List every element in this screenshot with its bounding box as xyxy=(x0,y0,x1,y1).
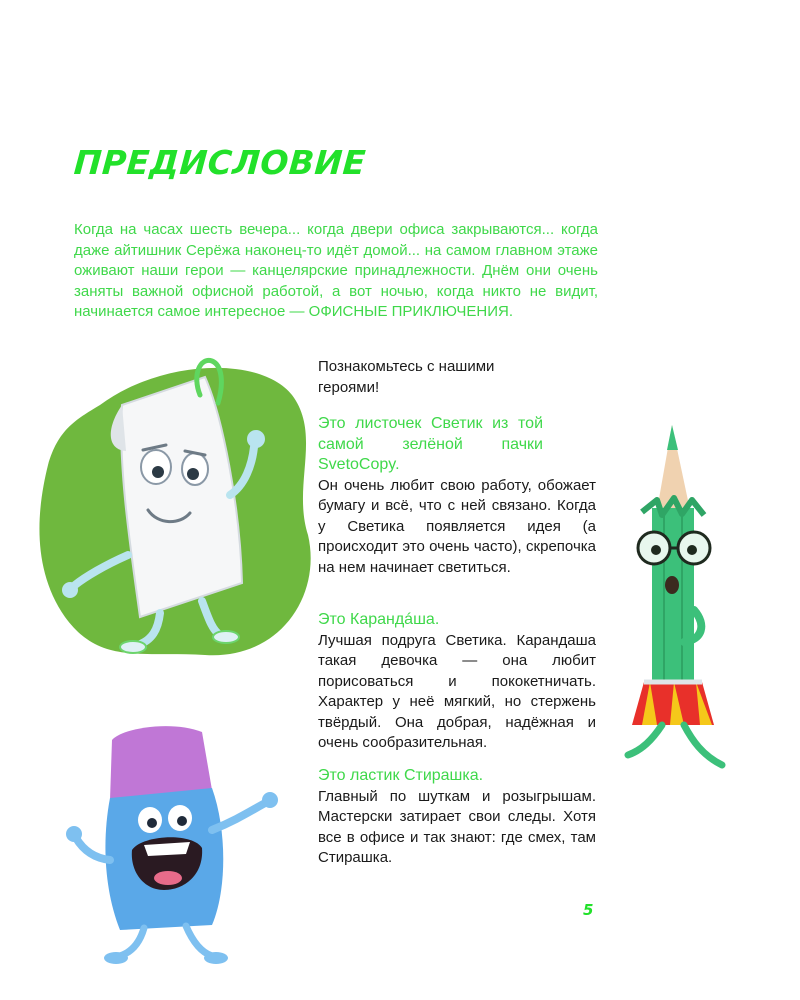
section-karandasha xyxy=(318,610,596,754)
section-stirashka xyxy=(318,766,596,869)
section-text: Главный по шуткам и розыгрышам. Мастерски затирает свои следы. Хотя все в офисе и так знают: где смех, там Стирашка. xyxy=(318,787,596,866)
section-svetik xyxy=(318,414,596,578)
page-number: 5 xyxy=(583,901,594,919)
section-heading: Это листочек Светик из той самой зелёной пачки SvetoCopy. xyxy=(318,415,543,473)
meet-heroes-label: Познакомьтесь с нашими героями! xyxy=(318,358,495,396)
section-text: Он очень любит свою работу, обожает бумагу и всё, что с ней связано. Когда у Светика появляется идея (а происходит это очень часто), скрепочка на нем начинает светиться. xyxy=(318,476,596,576)
meet-heroes-text xyxy=(318,357,543,398)
section-heading: Это ластик Стирашка. xyxy=(318,767,484,784)
svetik-illustration xyxy=(30,355,320,675)
intro-paragraph: Когда на часах шесть вечера... когда двери офиса закрываются... когда даже айтишник Серёжа наконец-то идёт домой... на самом главном этаже оживают наши герои — канцелярские принадлежности. Днём они очень заняты важной офисной работой, а вот ночью, когда никто не видит, начинается самое интересное — ОФИСНЫЕ ПРИКЛЮЧЕНИЯ. xyxy=(74,221,598,320)
page-title: ПРЕДИСЛОВИЕ xyxy=(72,143,368,182)
stirashka-illustration xyxy=(62,720,282,970)
section-text: Лучшая подруга Светика. Карандаша такая девочка — она любит порисоваться и пококетничать. Характер у неё мягкий, но стержень твёрдый. Она добрая, надёжная и очень сообразительная. xyxy=(318,631,596,751)
karandasha-illustration xyxy=(612,420,752,780)
section-heading: Это Карандáша. xyxy=(318,611,440,628)
